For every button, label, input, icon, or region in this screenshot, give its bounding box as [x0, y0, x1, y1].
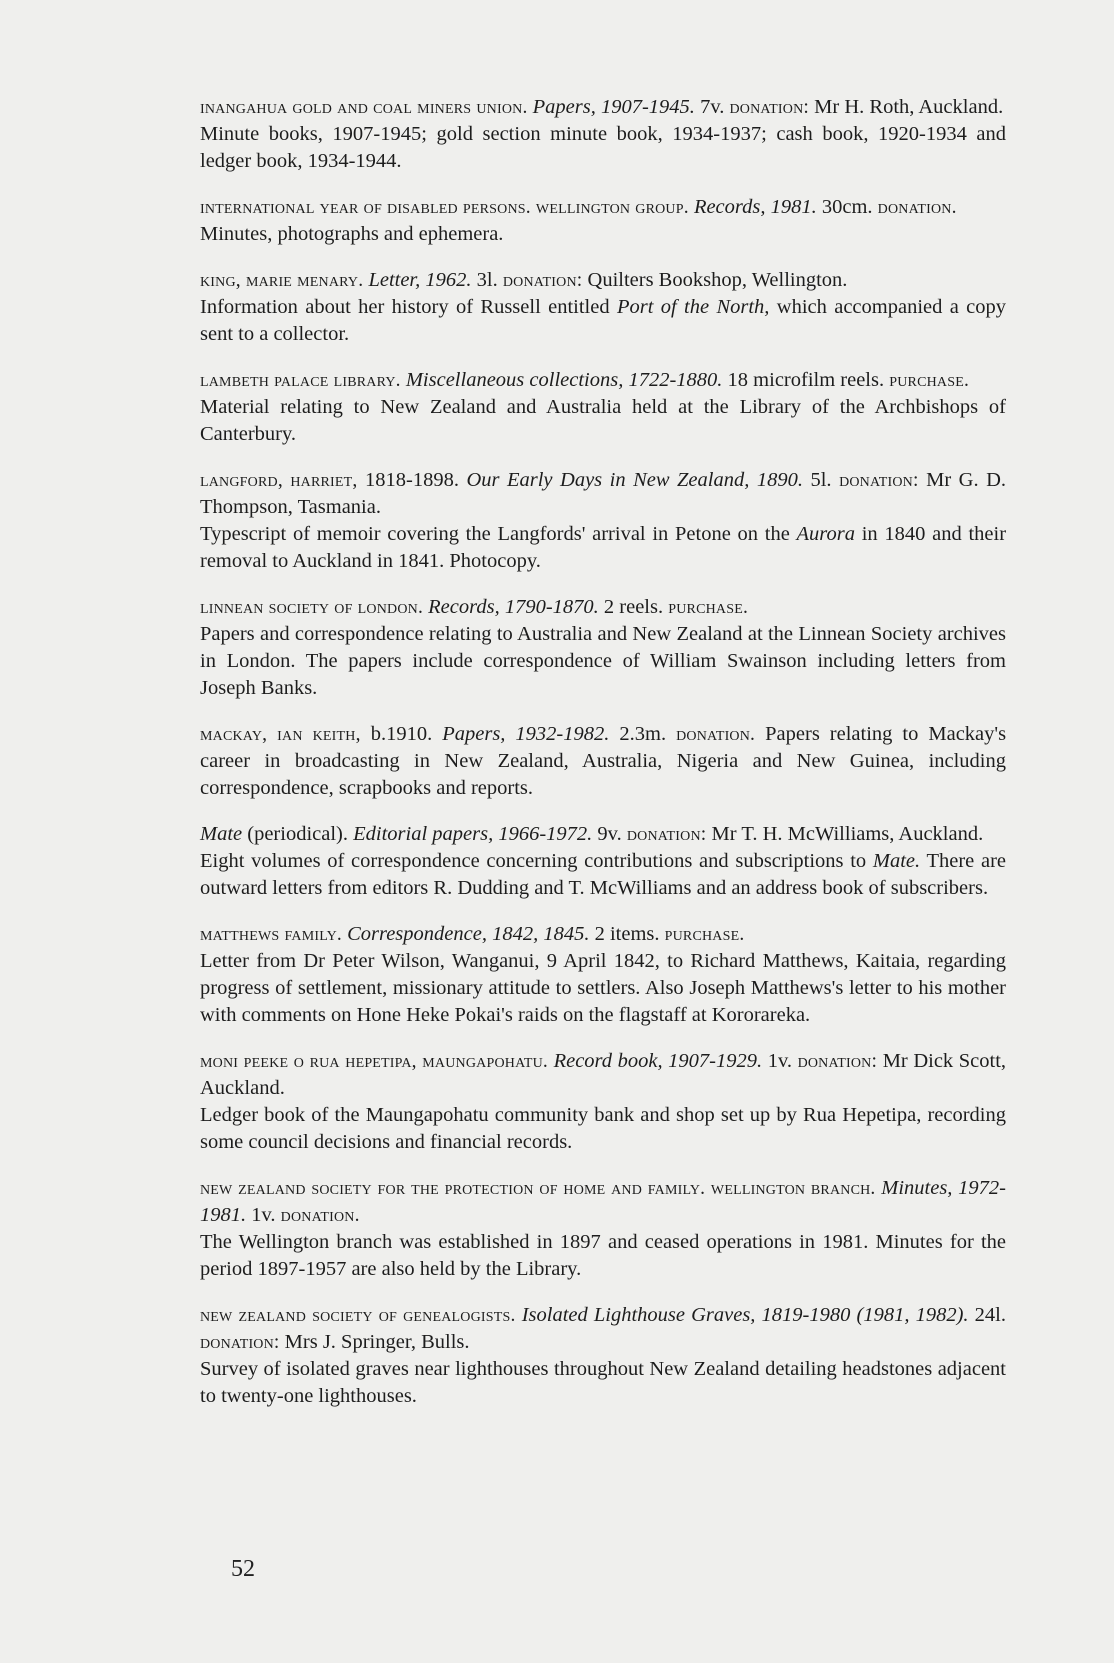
entry-acquisition: purchase.: [664, 924, 745, 945]
entry-acquisition: donation.: [280, 1205, 360, 1226]
entry-description-text: Typescript of memoir covering the Langfords' arrival in Petone on the: [200, 523, 790, 545]
entry-heading: [200, 821, 1006, 848]
entry-description: [200, 521, 1006, 575]
entry-name: new zealand society of genealogists.: [200, 1305, 516, 1326]
entry-title: Editorial papers, 1966-1972.: [353, 823, 593, 845]
entry-donor: Mr G. D. Thompson, Tasmania.: [200, 469, 1007, 518]
entry-description: Survey of isolated graves near lighthouses throughout New Zealand detailing headstones adjacent to twenty-one lighthouses.: [200, 1358, 1006, 1407]
entry-matthews: [200, 921, 1006, 1029]
entry-donor: Mr Dick Scott, Auckland.: [200, 1050, 1007, 1099]
entry-description: [200, 294, 1006, 348]
entry-linnean: [200, 594, 1006, 702]
entry-heading: [200, 267, 1006, 294]
entry-description: Minute books, 1907-1945; gold section minute book, 1934-1937; cash book, 1920-1934 and ledger book, 1934-1944.: [200, 123, 1006, 172]
entry-description: The Wellington branch was established in 1897 and ceased operations in 1981. Minutes for the period 1897-1957 are also held by the Library.: [200, 1231, 1006, 1280]
entry-extent: 7v.: [700, 96, 725, 118]
entry-title: Letter, 1962.: [368, 269, 472, 291]
entry-heading: [200, 594, 1006, 621]
entry-title: Records, 1790-1870.: [428, 596, 599, 618]
entry-title: Isolated Lighthouse Graves, 1819-1980 (1981, 1982).: [521, 1304, 969, 1326]
entry-langford: [200, 467, 1006, 575]
entry-dates: 1818-1898.: [365, 469, 459, 491]
entry-extent: 18 microfilm reels.: [727, 369, 885, 391]
entry-extent: 2 items.: [594, 923, 660, 945]
entry-title: Miscellaneous collections, 1722-1880.: [405, 369, 723, 391]
entry-donor: Quilters Bookshop, Wellington.: [587, 269, 848, 291]
entry-name: matthews family.: [200, 924, 342, 945]
entry-heading: [200, 721, 1006, 802]
entry-extent: 2 reels.: [603, 596, 664, 618]
entry-nz-society-home-family: [200, 1175, 1006, 1283]
entry-description-text: Information about her history of Russell entitled: [200, 296, 610, 318]
entry-name: moni peeke o rua hepetipa, maungapohatu.: [200, 1051, 548, 1072]
entry-acquisition: donation:: [839, 470, 919, 491]
entry-title: Papers, 1932-1982.: [442, 723, 610, 745]
entry-title: Record book, 1907-1929.: [553, 1050, 763, 1072]
entry-heading: [200, 1175, 1006, 1229]
entry-acquisition: donation:: [502, 270, 583, 291]
entry-title: Our Early Days in New Zealand, 1890.: [466, 469, 803, 491]
entry-donor: Mr H. Roth, Auckland.: [814, 96, 1004, 118]
entry-mate: [200, 821, 1006, 902]
entry-extent: 3l.: [476, 269, 498, 291]
entry-king: [200, 267, 1006, 348]
entry-description: Letter from Dr Peter Wilson, Wanganui, 9 April 1842, to Richard Matthews, Kaitaia, regarding progress of settlement, missionary attitude to settlers. Also Joseph Matthews's letter to his mother with comments on Hone Heke Pokai's raids on the flagstaff at Kororareka.: [200, 950, 1006, 1026]
entry-acquisition: purchase.: [889, 370, 970, 391]
entry-mackay: [200, 721, 1006, 802]
entry-name: new zealand society for the protection of home and family. wellington branch.: [200, 1178, 876, 1199]
entry-acquisition: donation:: [200, 1332, 280, 1353]
entry-heading: [200, 1048, 1006, 1102]
entry-name: king, marie menary.: [200, 270, 364, 291]
entry-description-title: Port of the North,: [616, 296, 770, 318]
entry-name: linnean society of london.: [200, 597, 424, 618]
entry-iydp: [200, 194, 1006, 248]
entry-dates: b.1910.: [370, 723, 433, 745]
entry-name: mackay, ian keith,: [200, 724, 361, 745]
catalogue-page: [200, 94, 1006, 1429]
entry-description: Papers relating to Mackay's career in broadcasting in New Zealand, Australia, Nigeria and New Guinea, including correspondence, scrapbooks and reports.: [200, 723, 1007, 799]
entry-extent: 1v.: [251, 1204, 276, 1226]
entry-heading: [200, 367, 1006, 394]
entry-heading: [200, 467, 1006, 521]
entry-acquisition: donation:: [797, 1051, 878, 1072]
entry-title: Papers, 1907-1945.: [532, 96, 695, 118]
entry-description: [200, 848, 1006, 902]
entry-extent: 2.3m.: [619, 723, 667, 745]
entry-description: Papers and correspondence relating to Australia and New Zealand at the Linnean Society archives in London. The papers include correspondence of William Swainson including letters from Joseph Banks.: [200, 623, 1006, 699]
entry-donor: Mrs J. Springer, Bulls.: [284, 1331, 470, 1353]
entry-acquisition: donation:: [729, 97, 810, 118]
entry-inangahua: [200, 94, 1006, 175]
page-number: 52: [231, 1556, 255, 1582]
entry-description-title: Aurora: [796, 523, 855, 545]
entry-extent: 9v.: [597, 823, 622, 845]
entry-name: Mate: [200, 823, 243, 845]
entry-name: inangahua gold and coal miners union.: [200, 97, 528, 118]
entry-description-text: Eight volumes of correspondence concerning contributions and subscriptions to: [200, 850, 867, 872]
entry-description-text: There are outward letters from editors R. Dudding and T. McWilliams and an address book of subscribers.: [200, 850, 1007, 899]
entry-nz-society-genealogists: [200, 1302, 1006, 1410]
entry-name-note: (periodical).: [247, 823, 348, 845]
entry-extent: 1v.: [767, 1050, 792, 1072]
entry-title: Minutes, 1972-1981.: [200, 1177, 1007, 1226]
entry-extent: 5l.: [810, 469, 832, 491]
entry-heading: [200, 921, 1006, 948]
entry-title: Correspondence, 1842, 1845.: [347, 923, 590, 945]
entry-heading: [200, 1302, 1006, 1356]
entry-description-text: in 1840 and their removal to Auckland in 1841. Photocopy.: [200, 523, 1007, 572]
entry-description-title: Mate.: [872, 850, 921, 872]
entry-name: langford, harriet,: [200, 470, 358, 491]
entry-acquisition: donation.: [877, 197, 957, 218]
entry-extent: 30cm.: [821, 196, 873, 218]
entry-description: Material relating to New Zealand and Australia held at the Library of the Archbishops of Canterbury.: [200, 396, 1006, 445]
entry-heading: [200, 94, 1006, 121]
entry-moni-peeke: [200, 1048, 1006, 1156]
entry-title: Records, 1981.: [693, 196, 817, 218]
entry-heading: [200, 194, 1006, 221]
entry-description-text: which accompanied a copy sent to a collector.: [200, 296, 1007, 345]
entry-name: international year of disabled persons. wellington group.: [200, 197, 689, 218]
entry-acquisition: purchase.: [668, 597, 749, 618]
entry-name: lambeth palace library.: [200, 370, 401, 391]
entry-description: Minutes, photographs and ephemera.: [200, 223, 504, 245]
entry-acquisition: donation.: [676, 724, 756, 745]
entry-description: Ledger book of the Maungapohatu community bank and shop set up by Rua Hepetipa, recording some council decisions and financial records.: [200, 1104, 1006, 1153]
entry-acquisition: donation:: [626, 824, 707, 845]
entry-donor: Mr T. H. McWilliams, Auckland.: [711, 823, 984, 845]
entry-lambeth: [200, 367, 1006, 448]
entry-extent: 24l.: [974, 1304, 1006, 1326]
